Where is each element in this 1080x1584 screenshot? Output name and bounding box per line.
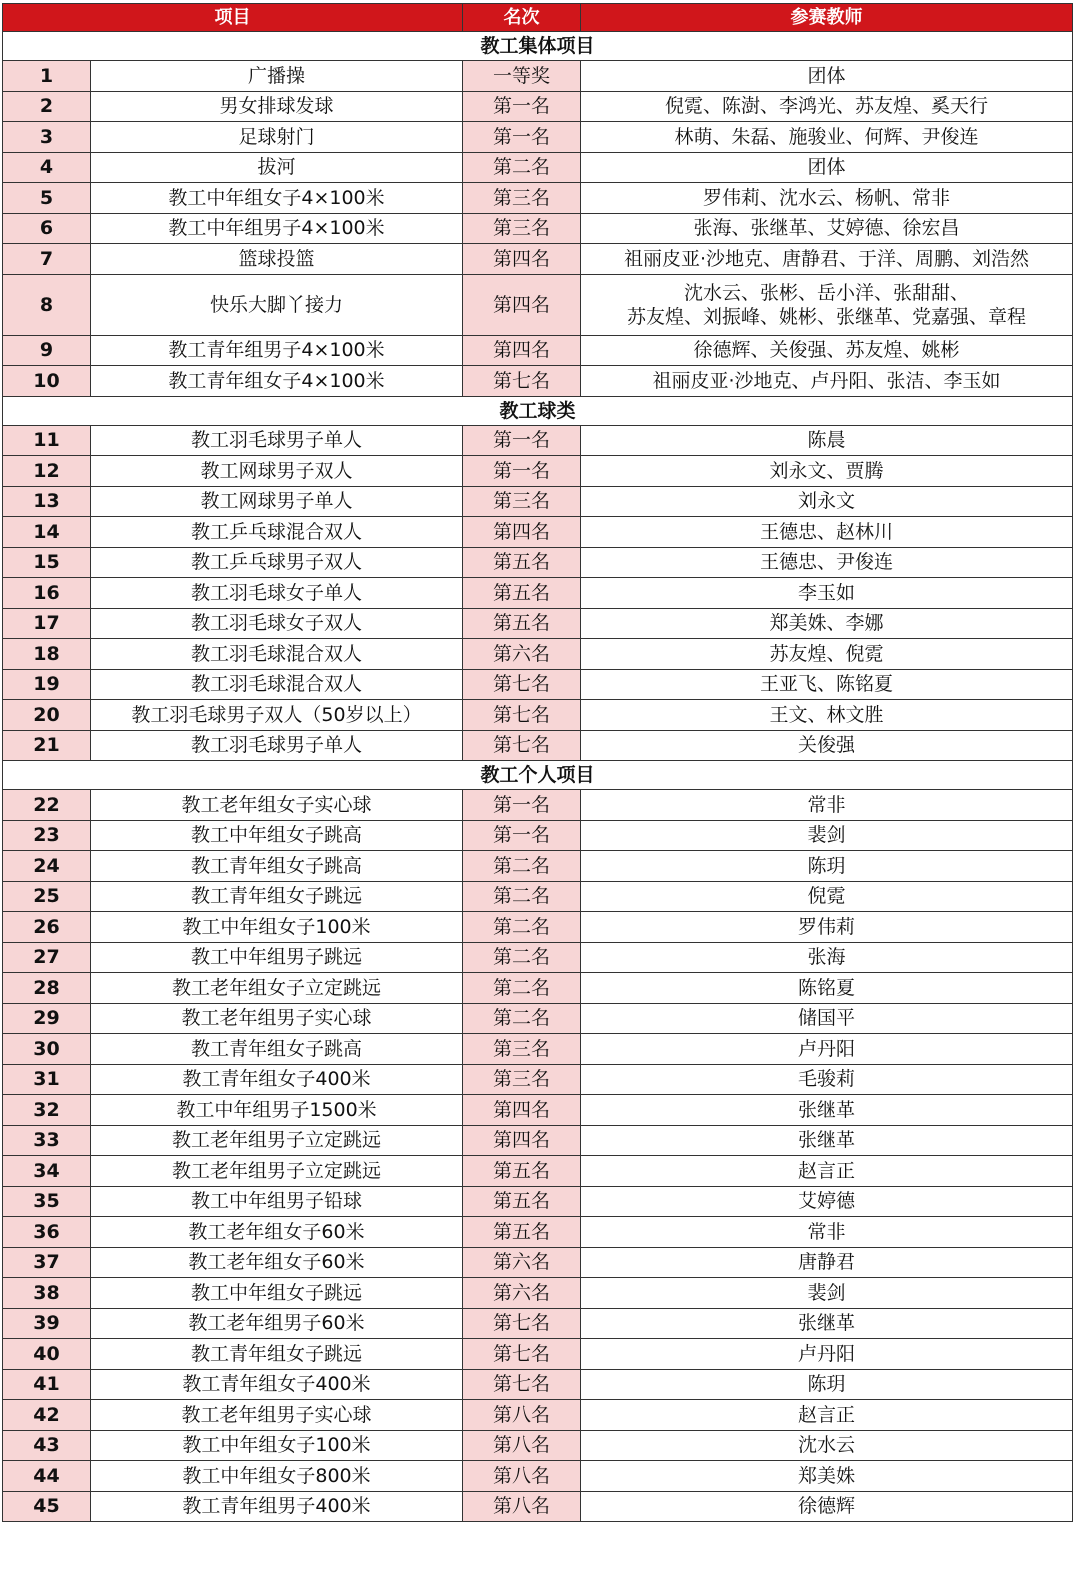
table-row: [3, 1339, 1073, 1370]
event-name: 教工青年组女子跳远: [91, 1339, 463, 1370]
row-number: 9: [3, 335, 91, 366]
table-row: [3, 1400, 1073, 1431]
table-row: [3, 486, 1073, 517]
event-name: 教工青年组女子跳高: [91, 851, 463, 882]
teachers-cell: [581, 91, 1073, 122]
row-number: 42: [3, 1400, 91, 1431]
teachers-cell: [581, 1400, 1073, 1431]
table-row: [3, 274, 1073, 335]
teachers-line: 裴剑: [807, 1281, 846, 1304]
event-name: 教工羽毛球女子单人: [91, 578, 463, 609]
teachers-line: 陈晨: [807, 429, 846, 452]
teachers-line: 储国平: [797, 1007, 855, 1030]
table-row: [3, 1430, 1073, 1461]
teachers-line: 郑美姝、李娜: [769, 612, 884, 635]
teachers-cell: [581, 700, 1073, 731]
table-row: [3, 608, 1073, 639]
teachers-line: 祖丽皮亚·沙地克、卢丹阳、张洁、李玉如: [652, 369, 1001, 392]
table-row: [3, 366, 1073, 397]
event-name: 教工羽毛球男子双人（50岁以上）: [91, 700, 463, 731]
table-row: [3, 730, 1073, 761]
teachers-cell: [581, 122, 1073, 153]
event-name: 教工网球男子单人: [91, 486, 463, 517]
table-row: [3, 517, 1073, 548]
rank: 第八名: [463, 1400, 581, 1431]
table-row: [3, 183, 1073, 214]
event-name: 教工羽毛球男子单人: [91, 425, 463, 456]
row-number: 24: [3, 851, 91, 882]
teachers-cell: [581, 578, 1073, 609]
row-number: 12: [3, 456, 91, 487]
rank: 第一名: [463, 456, 581, 487]
teachers-line: 罗伟莉: [797, 915, 855, 938]
rank: 第五名: [463, 1186, 581, 1217]
rank: 第六名: [463, 1247, 581, 1278]
teachers-cell: [581, 1339, 1073, 1370]
event-name: 教工老年组男子实心球: [91, 1003, 463, 1034]
table-row: [3, 244, 1073, 275]
table-row: [3, 152, 1073, 183]
teachers-cell: [581, 1186, 1073, 1217]
teachers-line: 卢丹阳: [797, 1342, 855, 1365]
teachers-cell: [581, 820, 1073, 851]
teachers-line: 徐德辉、关俊强、苏友煌、姚彬: [693, 339, 960, 362]
teachers-line: 团体: [807, 156, 846, 179]
event-name: 教工中年组女子100米: [91, 1430, 463, 1461]
teachers-cell: [581, 183, 1073, 214]
table-row: [3, 820, 1073, 851]
table-row: [3, 61, 1073, 92]
rank: 第一名: [463, 122, 581, 153]
rank: 第五名: [463, 1156, 581, 1187]
row-number: 28: [3, 973, 91, 1004]
teachers-line: 赵言正: [797, 1403, 855, 1426]
teachers-cell: [581, 912, 1073, 943]
rank: 第五名: [463, 608, 581, 639]
teachers-line: 李玉如: [797, 581, 855, 604]
row-number: 13: [3, 486, 91, 517]
table-row: [3, 578, 1073, 609]
teachers-line: 张继革: [797, 1312, 855, 1335]
section-title: 教工集体项目: [3, 32, 1073, 61]
rank: 第四名: [463, 1095, 581, 1126]
teachers-line: 唐静君: [797, 1251, 855, 1274]
teachers-cell: [581, 1461, 1073, 1492]
table-row: [3, 1461, 1073, 1492]
teachers-line: 苏友煌、刘振峰、姚彬、张继革、党嘉强、章程: [626, 305, 1026, 328]
table-row: [3, 1064, 1073, 1095]
event-name: 教工老年组男子实心球: [91, 1400, 463, 1431]
rank: 第八名: [463, 1491, 581, 1522]
rank: 第四名: [463, 517, 581, 548]
row-number: 27: [3, 942, 91, 973]
teachers-cell: [581, 425, 1073, 456]
teachers-line: 裴剑: [807, 824, 846, 847]
table-row: [3, 122, 1073, 153]
row-number: 21: [3, 730, 91, 761]
rank: 第七名: [463, 669, 581, 700]
table-row: [3, 425, 1073, 456]
teachers-line: 卢丹阳: [797, 1037, 855, 1060]
teachers-line: 徐德辉: [797, 1495, 855, 1518]
teachers-cell: [581, 1064, 1073, 1095]
event-name: 教工中年组女子800米: [91, 1461, 463, 1492]
table-row: [3, 790, 1073, 821]
rank: 第四名: [463, 335, 581, 366]
rank: 第二名: [463, 881, 581, 912]
teachers-line: 倪霓: [807, 885, 846, 908]
event-name: 教工羽毛球混合双人: [91, 669, 463, 700]
rank: 第一名: [463, 91, 581, 122]
section-header-row: [3, 761, 1073, 790]
teachers-line: 沈水云: [797, 1434, 855, 1457]
row-number: 5: [3, 183, 91, 214]
table-row: [3, 942, 1073, 973]
rank: 第八名: [463, 1461, 581, 1492]
rank: 第七名: [463, 1308, 581, 1339]
section-title: 教工个人项目: [3, 761, 1073, 790]
section-header-row: [3, 32, 1073, 61]
row-number: 29: [3, 1003, 91, 1034]
table-row: [3, 1186, 1073, 1217]
event-name: 教工老年组女子实心球: [91, 790, 463, 821]
teachers-line: 罗伟莉、沈水云、杨帆、常非: [702, 186, 950, 209]
event-name: 广播操: [91, 61, 463, 92]
row-number: 44: [3, 1461, 91, 1492]
teachers-line: 毛骏莉: [797, 1068, 855, 1091]
teachers-cell: [581, 517, 1073, 548]
table-row: [3, 1125, 1073, 1156]
teachers-line: 王德忠、赵林川: [759, 520, 893, 543]
event-name: 教工老年组女子60米: [91, 1247, 463, 1278]
event-name: 教工中年组女子跳高: [91, 820, 463, 851]
rank: 第二名: [463, 1003, 581, 1034]
rank: 第七名: [463, 730, 581, 761]
event-name: 教工中年组女子跳远: [91, 1278, 463, 1309]
teachers-line: 林萌、朱磊、施骏业、何辉、尹俊连: [674, 125, 979, 148]
event-name: 教工青年组女子跳高: [91, 1034, 463, 1065]
rank: 第二名: [463, 851, 581, 882]
teachers-cell: [581, 61, 1073, 92]
teachers-line: 常非: [807, 793, 846, 816]
teachers-line: 赵言正: [797, 1159, 855, 1182]
event-name: 教工老年组女子60米: [91, 1217, 463, 1248]
event-name: 教工青年组男子400米: [91, 1491, 463, 1522]
table-row: [3, 700, 1073, 731]
event-name: 拔河: [91, 152, 463, 183]
teachers-line: 苏友煌、倪霓: [769, 642, 884, 665]
rank: 第一名: [463, 425, 581, 456]
event-name: 教工羽毛球混合双人: [91, 639, 463, 670]
rank: 一等奖: [463, 61, 581, 92]
teachers-cell: [581, 973, 1073, 1004]
event-name: 教工青年组女子跳远: [91, 881, 463, 912]
event-name: 教工青年组女子4×100米: [91, 366, 463, 397]
rank: 第二名: [463, 973, 581, 1004]
row-number: 31: [3, 1064, 91, 1095]
teachers-line: 陈玥: [807, 1373, 846, 1396]
rank: 第三名: [463, 1034, 581, 1065]
table-row: [3, 973, 1073, 1004]
teachers-cell: [581, 1308, 1073, 1339]
row-number: 11: [3, 425, 91, 456]
row-number: 41: [3, 1369, 91, 1400]
table-row: [3, 1034, 1073, 1065]
row-number: 33: [3, 1125, 91, 1156]
section-title: 教工球类: [3, 396, 1073, 425]
teachers-cell: [581, 366, 1073, 397]
rank: 第七名: [463, 366, 581, 397]
table-row: [3, 1247, 1073, 1278]
teachers-cell: [581, 1217, 1073, 1248]
table-row: [3, 1369, 1073, 1400]
event-name: 教工中年组男子跳远: [91, 942, 463, 973]
rank: 第六名: [463, 639, 581, 670]
row-number: 7: [3, 244, 91, 275]
table-row: [3, 639, 1073, 670]
teachers-cell: [581, 486, 1073, 517]
rank: 第四名: [463, 274, 581, 335]
row-number: 19: [3, 669, 91, 700]
row-number: 35: [3, 1186, 91, 1217]
row-number: 25: [3, 881, 91, 912]
teachers-line: 关俊强: [797, 734, 855, 757]
teachers-cell: [581, 547, 1073, 578]
rank: 第四名: [463, 244, 581, 275]
rank: 第五名: [463, 547, 581, 578]
teachers-cell: [581, 1247, 1073, 1278]
table-row: [3, 669, 1073, 700]
table-row: [3, 1156, 1073, 1187]
header-rank: 名次: [463, 4, 581, 32]
teachers-cell: [581, 669, 1073, 700]
event-name: 教工老年组男子60米: [91, 1308, 463, 1339]
rank: 第三名: [463, 183, 581, 214]
event-name: 教工中年组女子4×100米: [91, 183, 463, 214]
teachers-line: 祖丽皮亚·沙地克、唐静君、于洋、周鹏、刘浩然: [623, 247, 1030, 270]
teachers-line: 王德忠、尹俊连: [759, 551, 893, 574]
teachers-cell: [581, 730, 1073, 761]
event-name: 教工老年组男子立定跳远: [91, 1156, 463, 1187]
event-name: 教工中年组男子铅球: [91, 1186, 463, 1217]
row-number: 45: [3, 1491, 91, 1522]
teachers-line: 陈玥: [807, 854, 846, 877]
row-number: 20: [3, 700, 91, 731]
teachers-cell: [581, 1034, 1073, 1065]
event-name: 教工乒乓球男子双人: [91, 547, 463, 578]
teachers-line: 陈铭夏: [797, 976, 855, 999]
table-row: [3, 1278, 1073, 1309]
header-event: 项目: [3, 4, 463, 32]
teachers-cell: [581, 274, 1073, 335]
event-name: 教工青年组男子4×100米: [91, 335, 463, 366]
row-number: 6: [3, 213, 91, 244]
row-number: 23: [3, 820, 91, 851]
table-row: [3, 1003, 1073, 1034]
event-name: 教工青年组女子400米: [91, 1369, 463, 1400]
table-row: [3, 91, 1073, 122]
row-number: 26: [3, 912, 91, 943]
event-name: 教工羽毛球女子双人: [91, 608, 463, 639]
row-number: 39: [3, 1308, 91, 1339]
row-number: 37: [3, 1247, 91, 1278]
event-name: 教工羽毛球男子单人: [91, 730, 463, 761]
teachers-cell: [581, 1156, 1073, 1187]
teachers-line: 团体: [807, 64, 846, 87]
table-body: [3, 32, 1073, 1522]
rank: 第五名: [463, 578, 581, 609]
teachers-line: 沈水云、张彬、岳小洋、张甜甜、: [683, 281, 969, 304]
teachers-cell: [581, 881, 1073, 912]
section-header-row: [3, 396, 1073, 425]
teachers-cell: [581, 335, 1073, 366]
row-number: 4: [3, 152, 91, 183]
teachers-cell: [581, 1095, 1073, 1126]
table-row: [3, 1095, 1073, 1126]
teachers-cell: [581, 244, 1073, 275]
teachers-line: 王亚飞、陈铭夏: [759, 673, 893, 696]
row-number: 34: [3, 1156, 91, 1187]
row-number: 38: [3, 1278, 91, 1309]
event-name: 教工青年组女子400米: [91, 1064, 463, 1095]
event-name: 男女排球发球: [91, 91, 463, 122]
row-number: 30: [3, 1034, 91, 1065]
rank: 第四名: [463, 1125, 581, 1156]
table-row: [3, 1217, 1073, 1248]
rank: 第七名: [463, 1339, 581, 1370]
teachers-line: 张海: [807, 946, 846, 969]
rank: 第二名: [463, 912, 581, 943]
rank: 第三名: [463, 1064, 581, 1095]
event-name: 教工乒乓球混合双人: [91, 517, 463, 548]
table-row: [3, 213, 1073, 244]
teachers-line: 艾婷德: [797, 1190, 855, 1213]
row-number: 14: [3, 517, 91, 548]
event-name: 教工网球男子双人: [91, 456, 463, 487]
table-row: [3, 335, 1073, 366]
event-name: 快乐大脚丫接力: [91, 274, 463, 335]
rank: 第六名: [463, 1278, 581, 1309]
header-teachers: 参赛教师: [581, 4, 1073, 32]
table-row: [3, 1308, 1073, 1339]
table-row: [3, 912, 1073, 943]
event-name: 足球射门: [91, 122, 463, 153]
row-number: 3: [3, 122, 91, 153]
row-number: 15: [3, 547, 91, 578]
rank: 第三名: [463, 213, 581, 244]
teachers-line: 郑美姝: [797, 1464, 855, 1487]
teachers-cell: [581, 608, 1073, 639]
teachers-line: 张继革: [797, 1129, 855, 1152]
rank: 第八名: [463, 1430, 581, 1461]
teachers-line: 王文、林文胜: [769, 703, 884, 726]
teachers-cell: [581, 1278, 1073, 1309]
rank: 第二名: [463, 942, 581, 973]
event-name: 教工老年组男子立定跳远: [91, 1125, 463, 1156]
rank: 第一名: [463, 820, 581, 851]
row-number: 1: [3, 61, 91, 92]
teachers-cell: [581, 1491, 1073, 1522]
teachers-line: 刘永文: [797, 490, 855, 513]
teachers-cell: [581, 942, 1073, 973]
row-number: 17: [3, 608, 91, 639]
table-row: [3, 1491, 1073, 1522]
teachers-cell: [581, 456, 1073, 487]
teachers-cell: [581, 790, 1073, 821]
rank: 第一名: [463, 790, 581, 821]
teachers-line: 张继革: [797, 1098, 855, 1121]
teachers-cell: [581, 213, 1073, 244]
row-number: 32: [3, 1095, 91, 1126]
table-row: [3, 881, 1073, 912]
row-number: 8: [3, 274, 91, 335]
teachers-cell: [581, 1125, 1073, 1156]
table-header-row: [3, 4, 1073, 32]
rank: 第七名: [463, 1369, 581, 1400]
teachers-line: 张海、张继革、艾婷德、徐宏昌: [693, 217, 960, 240]
rank: 第三名: [463, 486, 581, 517]
teachers-cell: [581, 1369, 1073, 1400]
results-table: [2, 3, 1073, 1522]
row-number: 10: [3, 366, 91, 397]
row-number: 16: [3, 578, 91, 609]
event-name: 教工中年组男子4×100米: [91, 213, 463, 244]
table-row: [3, 456, 1073, 487]
event-name: 教工老年组女子立定跳远: [91, 973, 463, 1004]
row-number: 22: [3, 790, 91, 821]
teachers-cell: [581, 639, 1073, 670]
row-number: 40: [3, 1339, 91, 1370]
rank: 第二名: [463, 152, 581, 183]
teachers-cell: [581, 851, 1073, 882]
table-row: [3, 547, 1073, 578]
event-name: 教工中年组男子1500米: [91, 1095, 463, 1126]
rank: 第七名: [463, 700, 581, 731]
row-number: 2: [3, 91, 91, 122]
teachers-line: 倪霓、陈澍、李鸿光、苏友煌、奚天行: [664, 95, 988, 118]
row-number: 36: [3, 1217, 91, 1248]
teachers-cell: [581, 152, 1073, 183]
row-number: 18: [3, 639, 91, 670]
teachers-cell: [581, 1003, 1073, 1034]
event-name: 篮球投篮: [91, 244, 463, 275]
event-name: 教工中年组女子100米: [91, 912, 463, 943]
teachers-line: 刘永文、贾腾: [769, 459, 884, 482]
teachers-cell: [581, 1430, 1073, 1461]
table-row: [3, 851, 1073, 882]
teachers-line: 常非: [807, 1220, 846, 1243]
rank: 第五名: [463, 1217, 581, 1248]
row-number: 43: [3, 1430, 91, 1461]
